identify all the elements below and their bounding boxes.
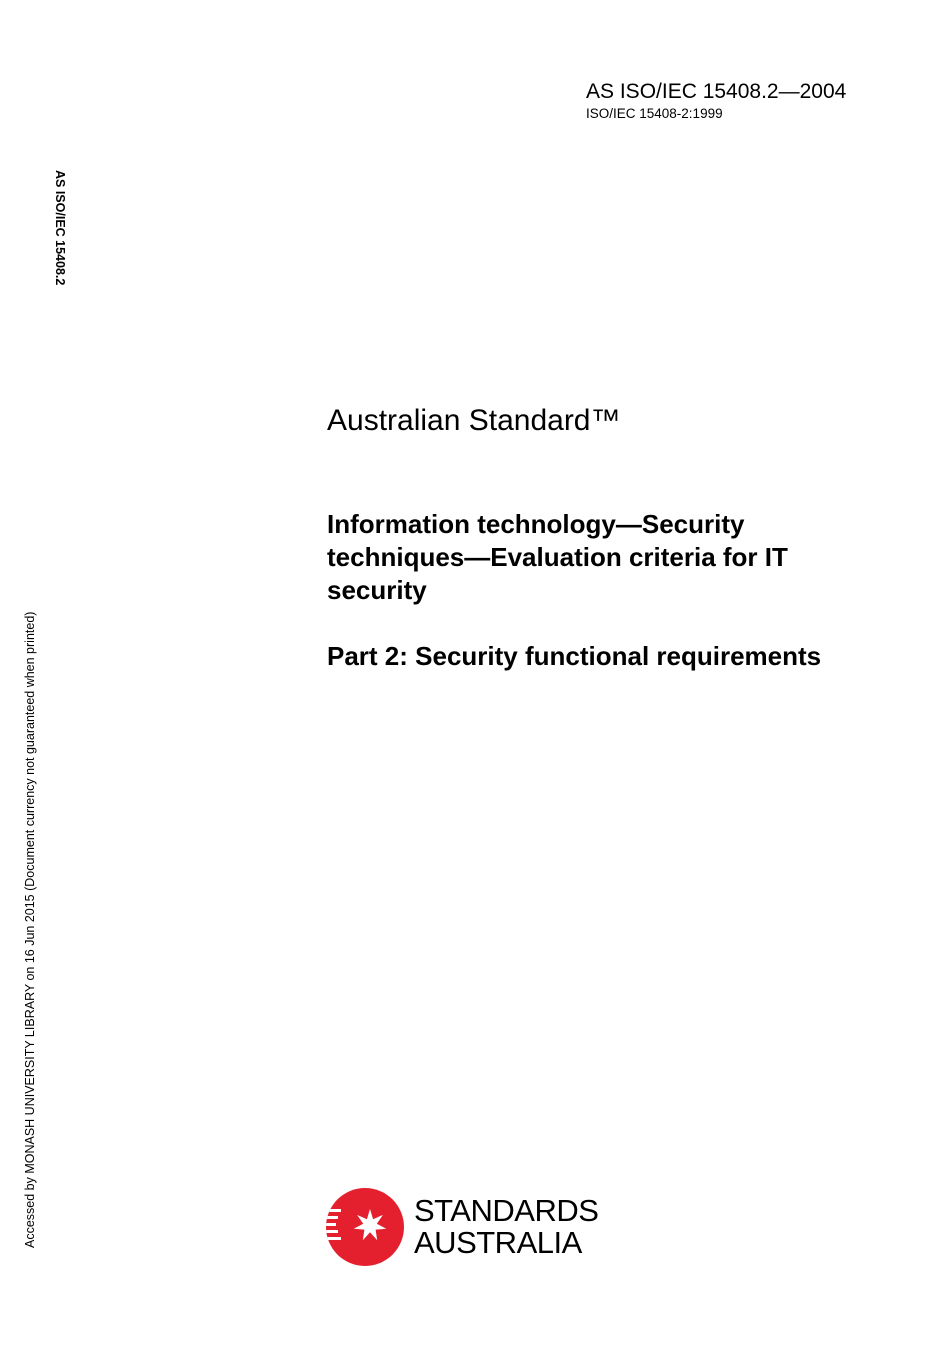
side-standard-code: AS ISO/IEC 15408.2 (53, 170, 67, 286)
logo-line-1: STANDARDS (414, 1193, 599, 1228)
document-title: Information technology—Security techniques—Evaluation criteria for IT security (327, 509, 788, 605)
publication-type: Australian Standard™ (327, 404, 621, 437)
standards-australia-logo (325, 1187, 605, 1267)
logo-wordmark (414, 1195, 598, 1259)
equivalent-standard: ISO/IEC 15408-2:1999 (586, 106, 723, 121)
star-icon (325, 1187, 405, 1267)
document-part: Part 2: Security functional requirements (327, 641, 822, 671)
standard-number: AS ISO/IEC 15408.2—2004 (586, 80, 847, 103)
logo-line-2: AUSTRALIA (414, 1225, 582, 1260)
access-notice: Accessed by MONASH UNIVERSITY LIBRARY on 16 Jun 2015 (Document currency not guaranteed when printed) (23, 611, 37, 1248)
